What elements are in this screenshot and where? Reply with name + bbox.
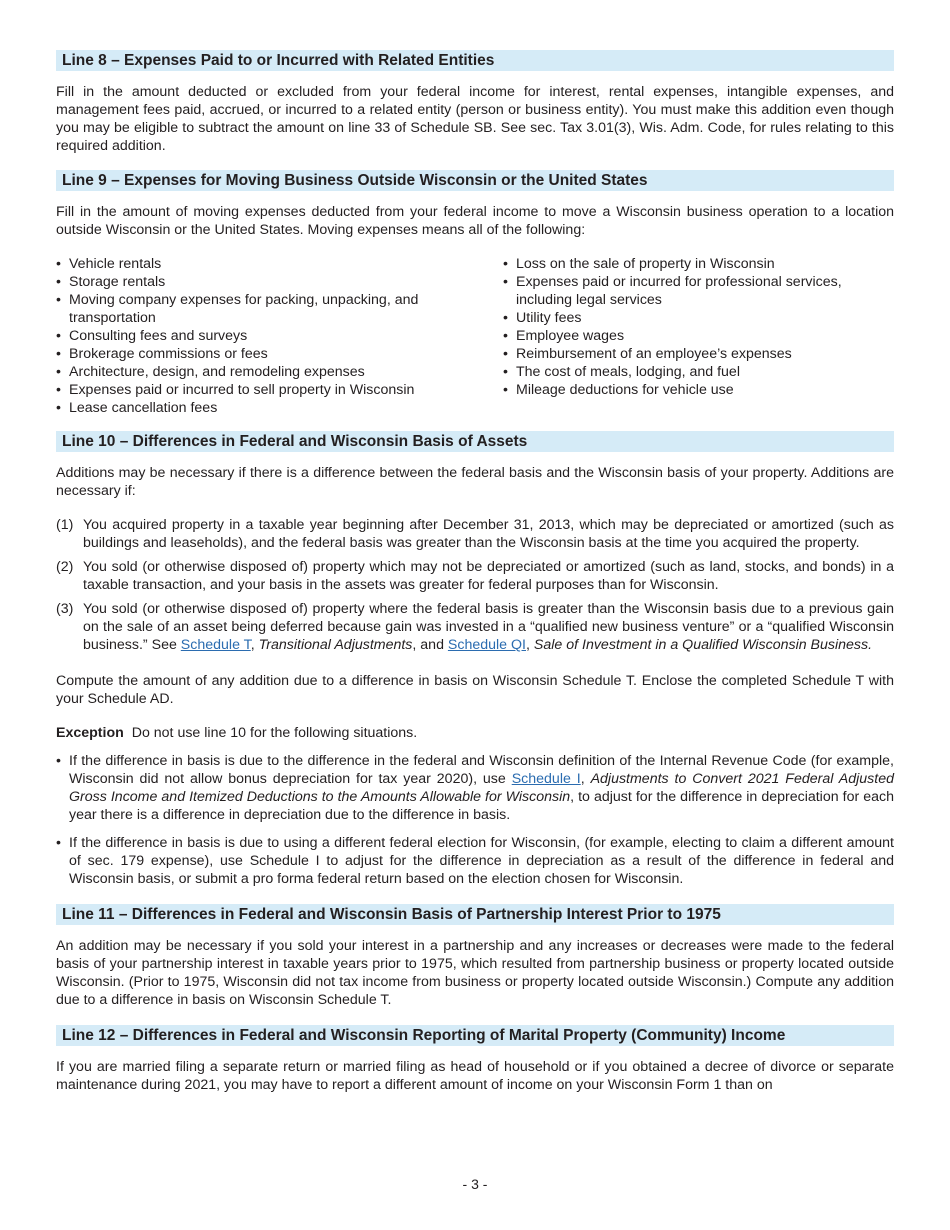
list-item: • Mileage deductions for vehicle use — [503, 381, 894, 399]
line9-heading: Line 9 – Expenses for Moving Business Outside Wisconsin or the United States — [56, 170, 894, 191]
list-item: • Expenses paid or incurred for professional services, including legal services — [503, 273, 894, 309]
left-bullet-list — [56, 255, 503, 417]
item-number: (3) — [56, 601, 74, 617]
item-text: You sold (or otherwise disposed of) property where the federal basis is greater than the Wisconsin basis due to a previous gain on the sale of an asset being deferred because gain was invested in a “qualified new business venture” or a “qualified Wisconsin business.” See — [83, 601, 894, 653]
schedule-t-title: Transitional Adjustments — [258, 637, 413, 653]
list-item: • Reimbursement of an employee’s expenses — [503, 345, 894, 363]
item-text: You acquired property in a taxable year beginning after December 31, 2013, which may be depreciated or amortized (such as buildings and leaseholds), and the federal basis was greater than the Wisconsin basis at the time you acquired the property. — [83, 517, 894, 551]
item-text: You sold (or otherwise disposed of) property which may not be depreciated or amortized (such as land, stocks, and bonds) in a taxable transaction, and your basis in the assets was greater for federal purposes than for Wisconsin. — [83, 559, 894, 593]
list-item — [56, 558, 894, 594]
line10-intro: Additions may be necessary if there is a difference between the federal basis and the Wisconsin basis of your property. Additions are necessary if: — [56, 465, 894, 499]
exception-text: Do not use line 10 for the following situations. — [131, 725, 418, 741]
item-text: , and — [412, 637, 448, 653]
list-item: • Vehicle rentals — [56, 255, 503, 273]
line11-body: An addition may be necessary if you sold your interest in a partnership and any increases or decreases were made to the federal basis of your partnership interest in taxable years prior to 1975, which resulted from partnership business or property located outside Wisconsin. (Prior to 1975, Wisconsin did not tax income from business or property located outside Wisconsin.) Compute any addition due to a difference in basis on Wisconsin Schedule T. — [56, 938, 894, 1008]
list-item: • Expenses paid or incurred to sell property in Wisconsin — [56, 381, 503, 399]
line10-compute: Compute the amount of any addition due to a difference in basis on Wisconsin Schedule T. Enclose the completed Schedule T with your Schedule AD. — [56, 673, 894, 707]
list-item: • Storage rentals — [56, 273, 503, 291]
schedule-i-link[interactable]: Schedule I — [511, 771, 581, 787]
list-item: • Architecture, design, and remodeling expenses — [56, 363, 503, 381]
schedule-qi-link[interactable]: Schedule QI — [447, 637, 526, 653]
line12-heading: Line 12 – Differences in Federal and Wisconsin Reporting of Marital Property (Community) Income — [56, 1025, 894, 1046]
list-item: • If the difference in basis is due to using a different federal election for Wisconsin, (for example, electing to claim a different amount of sec. 179 expense), use Schedule I to adjust for the difference in depreciation as a result of the difference in federal and Wisconsin basis, or submit a pro forma federal return based on the election chosen for Wisconsin. — [56, 834, 894, 888]
line10-exception — [56, 724, 894, 742]
list-item: • Consulting fees and surveys — [56, 327, 503, 345]
schedule-qi-title: Sale of Investment in a Qualified Wisconsin Business — [533, 637, 869, 653]
line10-heading: Line 10 – Differences in Federal and Wisconsin Basis of Assets — [56, 431, 894, 452]
list-item: • Brokerage commissions or fees — [56, 345, 503, 363]
moving-expenses-left-column — [56, 255, 503, 417]
page-content — [56, 50, 894, 1110]
list-item: • Lease cancellation fees — [56, 399, 503, 417]
item-text: , — [580, 771, 591, 787]
page-number: - 3 - — [462, 1176, 488, 1192]
line12-body: If you are married filing a separate return or married filing as head of household or if you obtained a decree of divorce or separate maintenance during 2021, you may have to report a different amount of income on your Wisconsin Form 1 than on — [56, 1059, 894, 1093]
moving-expenses-right-column — [503, 255, 894, 417]
schedule-i-title: Adjustments to Convert 2021 Federal Adjusted Gross Income and Itemized Deductions to the Amounts Allowable for Wisconsin — [69, 771, 894, 805]
line10-conditions-list — [56, 516, 894, 654]
exception-list — [56, 752, 894, 888]
list-item — [56, 752, 894, 824]
list-item: • Utility fees — [503, 309, 894, 327]
list-item: • Loss on the sale of property in Wisconsin — [503, 255, 894, 273]
exception-label: Exception — [56, 725, 124, 741]
moving-expenses-list — [56, 255, 894, 417]
list-item: • The cost of meals, lodging, and fuel — [503, 363, 894, 381]
item-number: (1) — [56, 517, 74, 533]
list-item: • Moving company expenses for packing, unpacking, and transportation — [56, 291, 503, 327]
list-item — [56, 600, 894, 654]
right-bullet-list — [503, 255, 894, 399]
schedule-t-link[interactable]: Schedule T — [180, 637, 251, 653]
item-text: , — [250, 637, 259, 653]
item-text: , to adjust for the difference in depreciation for each year there is a difference in depreciation due to the difference in basis. — [69, 789, 894, 823]
line9-body: Fill in the amount of moving expenses deducted from your federal income to move a Wisconsin business operation to a location outside Wisconsin or the United States. Moving expenses means all of the following: — [56, 204, 894, 238]
item-text: . — [868, 637, 873, 653]
line8-heading: Line 8 – Expenses Paid to or Incurred with Related Entities — [56, 50, 894, 71]
item-text: , — [526, 637, 534, 653]
line8-body: Fill in the amount deducted or excluded from your federal income for interest, rental expenses, intangible expenses, and management fees paid, accrued, or incurred to a related entity (person or business entity). You must make this addition even though you may be eligible to subtract the amount on line 33 of Schedule SB. See sec. Tax 3.01(3), Wis. Adm. Code, for rules relating to this required addition. — [56, 84, 894, 154]
list-item — [56, 516, 894, 552]
line11-heading: Line 11 – Differences in Federal and Wisconsin Basis of Partnership Interest Prior to 1975 — [56, 904, 894, 925]
item-text: If the difference in basis is due to the difference in the federal and Wisconsin definition of the Internal Revenue Code (for example, Wisconsin did not allow bonus depreciation for tax year 2020), use — [69, 753, 894, 787]
item-number: (2) — [56, 559, 74, 575]
list-item: • Employee wages — [503, 327, 894, 345]
